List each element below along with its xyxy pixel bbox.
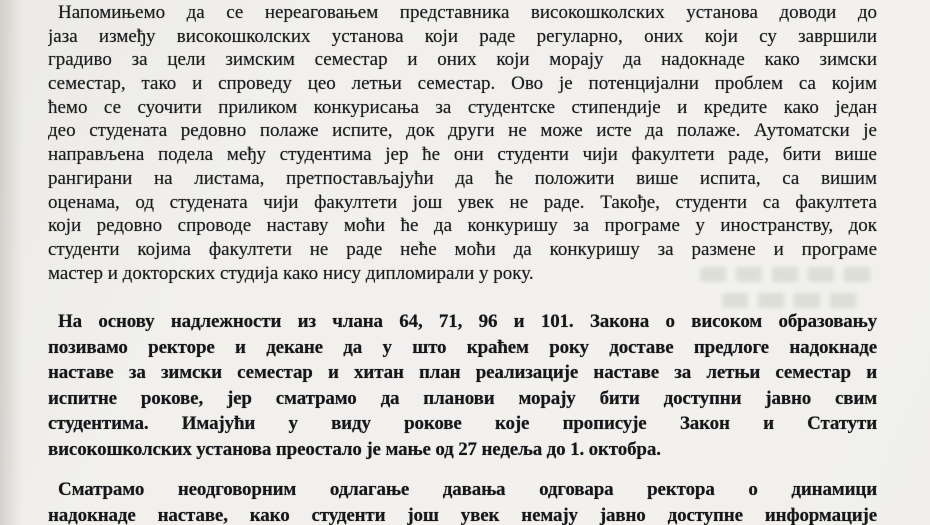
text-line: На основу надлежности из члана 64, 71, 96 и 101. Закона о високом образовању [58, 311, 877, 333]
text-line: студентима. Имајући у виду рокове које прописује Закон и Статути [48, 413, 877, 435]
text-line: рангирани на листама, претпостављајући да ће положити више испита, са вишим [48, 167, 877, 189]
document-text-block [48, 1, 877, 525]
text-line: наставе за зимски семестар и хитан план реализације наставе за летњи семестар и [48, 362, 877, 384]
text-line: оценама, од студената чији факултети још увек не раде. Такође, студенти са факултета [48, 191, 877, 213]
scan-edge-shadow [0, 0, 28, 525]
text-line: студенти којима факултети не раде неће моћи да конкуришу за размене и програме [48, 238, 877, 260]
text-line: високошколских установа преостало је мање од 27 недеља до 1. октобра. [48, 438, 661, 460]
text-line: градиво за цели зимским семестар и оних који морају да надокнаде како зимски [48, 49, 877, 71]
text-line: Сматрамо неодговорним одлагање давања одговара ректора о динамици [58, 479, 877, 501]
text-line: надокнаде наставе, како студенти још увек немају јавно доступне информације [48, 504, 877, 525]
text-line: ћемо се суочити приликом конкурисања за студентске стипендије и кредите како један [48, 96, 877, 118]
text-line: Напомињемо да се нереаговањем представника високошколских установа доводи до [58, 2, 877, 23]
text-line: испитне рокове, јер сматрамо да планови морају бити доступни јавно свим [48, 387, 877, 409]
paragraph-legal-basis [48, 309, 877, 462]
paragraph-criticism [48, 477, 877, 525]
text-line: који редовно спроводе наставу моћи ће да конкуришу за програме у иностранству, док [48, 215, 877, 237]
text-line: јаза између високошколских установа који раде регуларно, оних који су завршили [48, 25, 877, 47]
text-line: мастер и докторских студија како нису дипломирали у року. [48, 262, 534, 284]
text-line: позивамо ректоре и декане да у што краћем року доставе предлоге надокнаде [48, 336, 877, 358]
paragraph-note [48, 1, 877, 285]
text-line: семестар, тако и спроведу цео летњи семестар. Ово је потенцијални проблем са којим [48, 73, 877, 95]
text-line: направљена подела међу студентима јер ће они студенти чији факултети раде, бити више [48, 144, 877, 166]
text-line: део студената редовно полаже испите, док други не може исте да полаже. Аутоматски је [48, 120, 877, 142]
